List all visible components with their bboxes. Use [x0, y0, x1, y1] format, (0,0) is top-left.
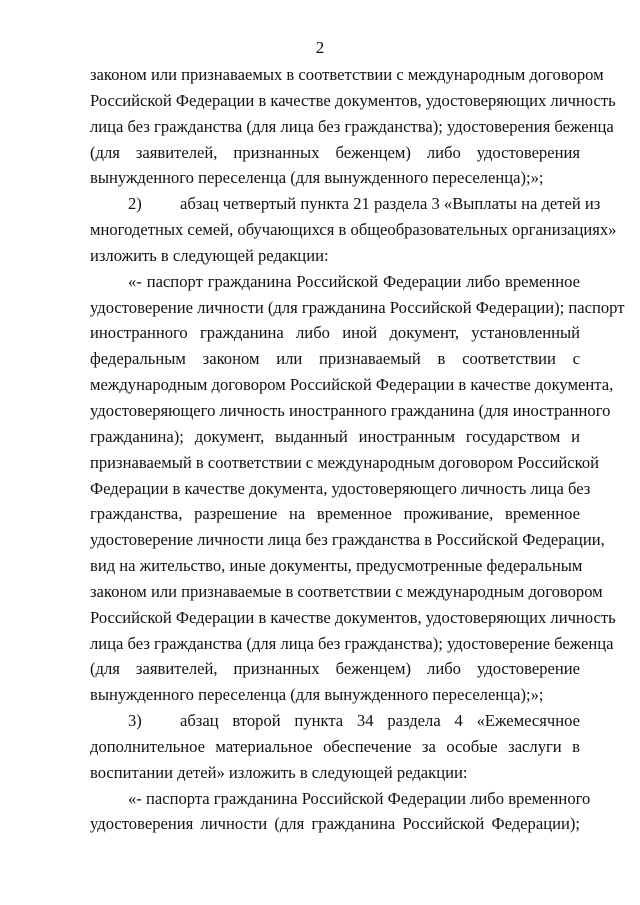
- text-line: федеральным законом или признаваемый в соответствии с: [90, 349, 580, 369]
- list-item-line: [90, 708, 580, 734]
- page-number: 2: [315, 38, 325, 57]
- text-line: признаваемый в соответствии с международным договором Российской: [90, 452, 599, 472]
- text-line: Российской Федерации в качестве документов, удостоверяющих личность: [90, 90, 616, 110]
- text-line: удостоверение личности (для гражданина Российской Федерации); паспорт: [90, 297, 625, 317]
- text-line: дополнительное материальное обеспечение за особые заслуги в: [90, 736, 580, 756]
- text-line: гражданства, разрешение на временное проживание, временное: [90, 504, 580, 524]
- text-line: лица без гражданства (для лица без гражданства); удостоверения беженца: [90, 116, 614, 136]
- text-line: «- паспорта гражданина Российской Федерации либо временного: [128, 788, 591, 808]
- text-line: вид на жительство, иные документы, предусмотренные федеральным: [90, 556, 583, 576]
- list-item-number: 2): [128, 194, 142, 214]
- text-line: Российской Федерации в качестве документов, удостоверяющих личность: [90, 607, 616, 627]
- text-line: лица без гражданства (для лица без гражданства); удостоверение беженца: [90, 633, 614, 653]
- text-line: удостоверение личности лица без гражданства в Российской Федерации,: [90, 530, 605, 550]
- text-line: вынужденного переселенца (для вынужденного переселенца);»;: [90, 168, 544, 188]
- text-line: вынужденного переселенца (для вынужденного переселенца);»;: [90, 685, 544, 705]
- list-item-text: абзац второй пункта 34 раздела 4 «Ежемесячное: [180, 711, 580, 731]
- text-line: иностранного гражданина либо иной документ, установленный: [90, 323, 580, 343]
- text-line: (для заявителей, признанных беженцем) либо удостоверения: [90, 142, 580, 162]
- text-line: международным договором Российской Федерации в качестве документа,: [90, 375, 614, 395]
- text-line: гражданина); документ, выданный иностранным государством и: [90, 426, 580, 446]
- text-line: (для заявителей, признанных беженцем) либо удостоверение: [90, 659, 580, 679]
- text-line: воспитании детей» изложить в следующей редакции:: [90, 762, 468, 782]
- text-line: законом или признаваемые в соответствии с международным договором: [90, 581, 603, 601]
- text-line: законом или признаваемых в соответствии с международным договором: [90, 65, 604, 84]
- text-line: удостоверения личности (для гражданина Российской Федерации);: [90, 814, 580, 834]
- text-line: Федерации в качестве документа, удостоверяющего личность лица без: [90, 478, 591, 498]
- list-item-number: 3): [128, 711, 142, 731]
- list-item-line: [90, 191, 601, 217]
- text-line: удостоверяющего личность иностранного гражданина (для иностранного: [90, 400, 611, 420]
- text-line: многодетных семей, обучающихся в общеобразовательных организациях»: [90, 220, 617, 240]
- list-item-text: абзац четвертый пункта 21 раздела 3 «Выплаты на детей из: [180, 194, 601, 214]
- document-body: [90, 62, 625, 837]
- text-line: «- паспорт гражданина Российской Федерации либо временное: [128, 271, 580, 291]
- text-line: изложить в следующей редакции:: [90, 245, 329, 265]
